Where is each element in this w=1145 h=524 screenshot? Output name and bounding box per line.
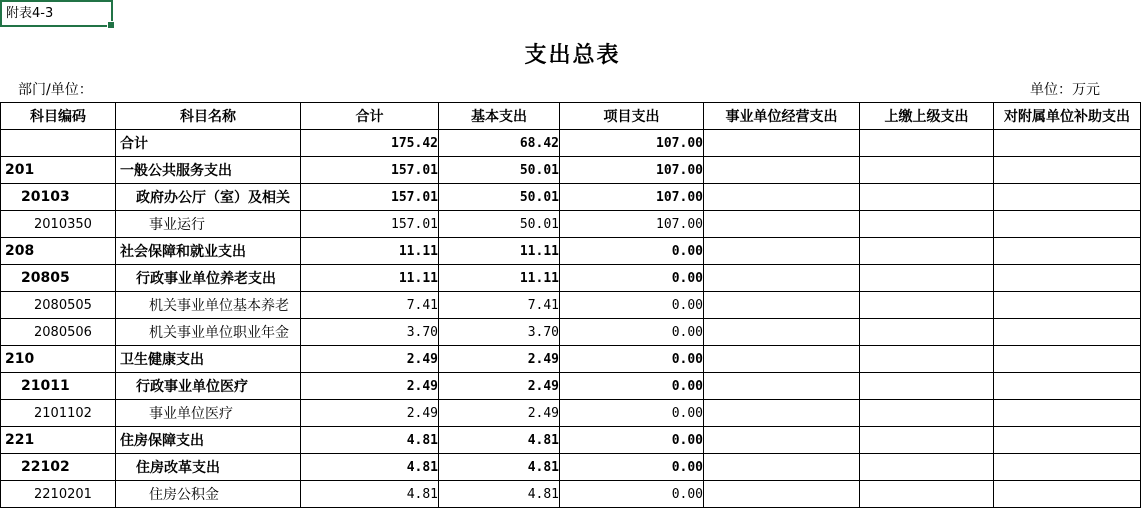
project-cell[interactable]: 0.00 (560, 454, 704, 481)
business-cell[interactable] (704, 238, 860, 265)
total-cell[interactable]: 4.81 (301, 427, 439, 454)
name-cell[interactable]: 行政事业单位养老支出 (116, 265, 301, 292)
table-row (1, 373, 1141, 400)
project-cell[interactable]: 107.00 (560, 157, 704, 184)
total-cell[interactable]: 157.01 (301, 184, 439, 211)
code-cell[interactable]: 221 (1, 427, 116, 454)
remit-cell[interactable] (860, 265, 994, 292)
table-row (1, 454, 1141, 481)
table-row (1, 400, 1141, 427)
code-cell[interactable]: 210 (1, 346, 116, 373)
business-cell[interactable] (704, 481, 860, 508)
project-cell[interactable]: 0.00 (560, 481, 704, 508)
sheet-label: 附表4-3 (6, 6, 54, 21)
business-cell[interactable] (704, 400, 860, 427)
remit-cell[interactable] (860, 454, 994, 481)
remit-cell[interactable] (860, 130, 994, 157)
total-cell[interactable]: 2.49 (301, 400, 439, 427)
table-row (1, 184, 1141, 211)
total-cell[interactable]: 157.01 (301, 157, 439, 184)
basic-cell[interactable]: 2.49 (439, 346, 560, 373)
table-row (1, 319, 1141, 346)
remit-cell[interactable] (860, 373, 994, 400)
name-cell[interactable]: 住房保障支出 (116, 427, 301, 454)
total-cell[interactable]: 4.81 (301, 454, 439, 481)
project-cell[interactable]: 0.00 (560, 292, 704, 319)
project-cell[interactable]: 0.00 (560, 400, 704, 427)
name-cell[interactable]: 社会保障和就业支出 (116, 238, 301, 265)
name-cell[interactable]: 事业单位医疗 (116, 400, 301, 427)
table-row (1, 157, 1141, 184)
project-cell[interactable]: 0.00 (560, 346, 704, 373)
business-cell[interactable] (704, 454, 860, 481)
subsidy-cell[interactable] (994, 265, 1141, 292)
basic-cell[interactable]: 50.01 (439, 211, 560, 238)
business-cell[interactable] (704, 211, 860, 238)
table-row (1, 292, 1141, 319)
subsidy-cell[interactable] (994, 481, 1141, 508)
selected-cell-a1[interactable] (0, 0, 113, 27)
business-cell[interactable] (704, 346, 860, 373)
total-cell[interactable]: 11.11 (301, 265, 439, 292)
table-row (1, 427, 1141, 454)
code-cell[interactable]: 20103 (1, 184, 116, 211)
basic-cell[interactable]: 7.41 (439, 292, 560, 319)
subsidy-cell[interactable] (994, 238, 1141, 265)
table-row (1, 130, 1141, 157)
subsidy-cell[interactable] (994, 130, 1141, 157)
basic-cell[interactable]: 11.11 (439, 265, 560, 292)
basic-cell[interactable]: 50.01 (439, 184, 560, 211)
code-cell[interactable] (1, 130, 116, 157)
total-cell[interactable]: 11.11 (301, 238, 439, 265)
subsidy-cell[interactable] (994, 454, 1141, 481)
remit-cell[interactable] (860, 211, 994, 238)
subsidy-cell[interactable] (994, 373, 1141, 400)
remit-cell[interactable] (860, 400, 994, 427)
table-row (1, 238, 1141, 265)
remit-cell[interactable] (860, 319, 994, 346)
business-cell[interactable] (704, 427, 860, 454)
subsidy-cell[interactable] (994, 346, 1141, 373)
page-title: 支出总表 (524, 43, 621, 68)
subsidy-cell[interactable] (994, 157, 1141, 184)
name-cell[interactable]: 合计 (116, 130, 301, 157)
subsidy-cell[interactable] (994, 292, 1141, 319)
name-cell[interactable]: 机关事业单位职业年金 (116, 319, 301, 346)
code-cell[interactable]: 2210201 (1, 481, 116, 508)
code-cell[interactable]: 208 (1, 238, 116, 265)
basic-cell[interactable]: 11.11 (439, 238, 560, 265)
code-cell[interactable]: 21011 (1, 373, 116, 400)
total-cell[interactable]: 2.49 (301, 346, 439, 373)
name-cell[interactable]: 住房改革支出 (116, 454, 301, 481)
name-cell[interactable]: 卫生健康支出 (116, 346, 301, 373)
business-cell[interactable] (704, 130, 860, 157)
project-cell[interactable]: 107.00 (560, 130, 704, 157)
name-cell[interactable]: 行政事业单位医疗 (116, 373, 301, 400)
name-cell[interactable]: 政府办公厅（室）及相关 (116, 184, 301, 211)
col-header-project[interactable]: 项目支出 (560, 103, 704, 130)
name-cell[interactable]: 一般公共服务支出 (116, 157, 301, 184)
table-row (1, 346, 1141, 373)
remit-cell[interactable] (860, 427, 994, 454)
col-header-total[interactable]: 合计 (301, 103, 439, 130)
subsidy-cell[interactable] (994, 211, 1141, 238)
code-cell[interactable]: 2080505 (1, 292, 116, 319)
code-cell[interactable]: 2010350 (1, 211, 116, 238)
col-header-business[interactable]: 事业单位经营支出 (704, 103, 860, 130)
project-cell[interactable]: 0.00 (560, 427, 704, 454)
col-header-basic[interactable]: 基本支出 (439, 103, 560, 130)
unit-label: 单位：万元 (1030, 82, 1100, 98)
dept-label: 部门/单位： (18, 82, 93, 98)
basic-cell[interactable]: 3.70 (439, 319, 560, 346)
total-cell[interactable]: 2.49 (301, 373, 439, 400)
name-cell[interactable]: 事业运行 (116, 211, 301, 238)
remit-cell[interactable] (860, 157, 994, 184)
business-cell[interactable] (704, 184, 860, 211)
remit-cell[interactable] (860, 184, 994, 211)
header-row (1, 103, 1141, 130)
project-cell[interactable]: 0.00 (560, 373, 704, 400)
total-cell[interactable]: 7.41 (301, 292, 439, 319)
basic-cell[interactable]: 4.81 (439, 427, 560, 454)
subsidy-cell[interactable] (994, 427, 1141, 454)
table-row (1, 481, 1141, 508)
code-cell[interactable]: 2080506 (1, 319, 116, 346)
basic-cell[interactable]: 4.81 (439, 481, 560, 508)
col-header-name[interactable]: 科目名称 (116, 103, 301, 130)
subsidy-cell[interactable] (994, 400, 1141, 427)
code-cell[interactable]: 22102 (1, 454, 116, 481)
project-cell[interactable]: 107.00 (560, 184, 704, 211)
remit-cell[interactable] (860, 346, 994, 373)
total-cell[interactable]: 4.81 (301, 481, 439, 508)
expenditure-table (0, 102, 1141, 508)
table-row (1, 211, 1141, 238)
business-cell[interactable] (704, 319, 860, 346)
remit-cell[interactable] (860, 238, 994, 265)
col-header-code[interactable]: 科目编码 (1, 103, 116, 130)
total-cell[interactable]: 157.01 (301, 211, 439, 238)
name-cell[interactable]: 住房公积金 (116, 481, 301, 508)
table-row (1, 265, 1141, 292)
project-cell[interactable]: 107.00 (560, 211, 704, 238)
project-cell[interactable]: 0.00 (560, 265, 704, 292)
col-header-remit[interactable]: 上缴上级支出 (860, 103, 994, 130)
business-cell[interactable] (704, 292, 860, 319)
basic-cell[interactable]: 68.42 (439, 130, 560, 157)
fill-handle[interactable] (107, 21, 115, 29)
basic-cell[interactable]: 2.49 (439, 373, 560, 400)
subsidy-cell[interactable] (994, 184, 1141, 211)
business-cell[interactable] (704, 265, 860, 292)
code-cell[interactable]: 20805 (1, 265, 116, 292)
basic-cell[interactable]: 2.49 (439, 400, 560, 427)
code-cell[interactable]: 201 (1, 157, 116, 184)
project-cell[interactable]: 0.00 (560, 319, 704, 346)
total-cell[interactable]: 175.42 (301, 130, 439, 157)
subsidy-cell[interactable] (994, 319, 1141, 346)
basic-cell[interactable]: 4.81 (439, 454, 560, 481)
col-header-subsidy[interactable]: 对附属单位补助支出 (994, 103, 1141, 130)
code-cell[interactable]: 2101102 (1, 400, 116, 427)
business-cell[interactable] (704, 157, 860, 184)
remit-cell[interactable] (860, 481, 994, 508)
name-cell[interactable]: 机关事业单位基本养老 (116, 292, 301, 319)
basic-cell[interactable]: 50.01 (439, 157, 560, 184)
remit-cell[interactable] (860, 292, 994, 319)
business-cell[interactable] (704, 373, 860, 400)
total-cell[interactable]: 3.70 (301, 319, 439, 346)
project-cell[interactable]: 0.00 (560, 238, 704, 265)
